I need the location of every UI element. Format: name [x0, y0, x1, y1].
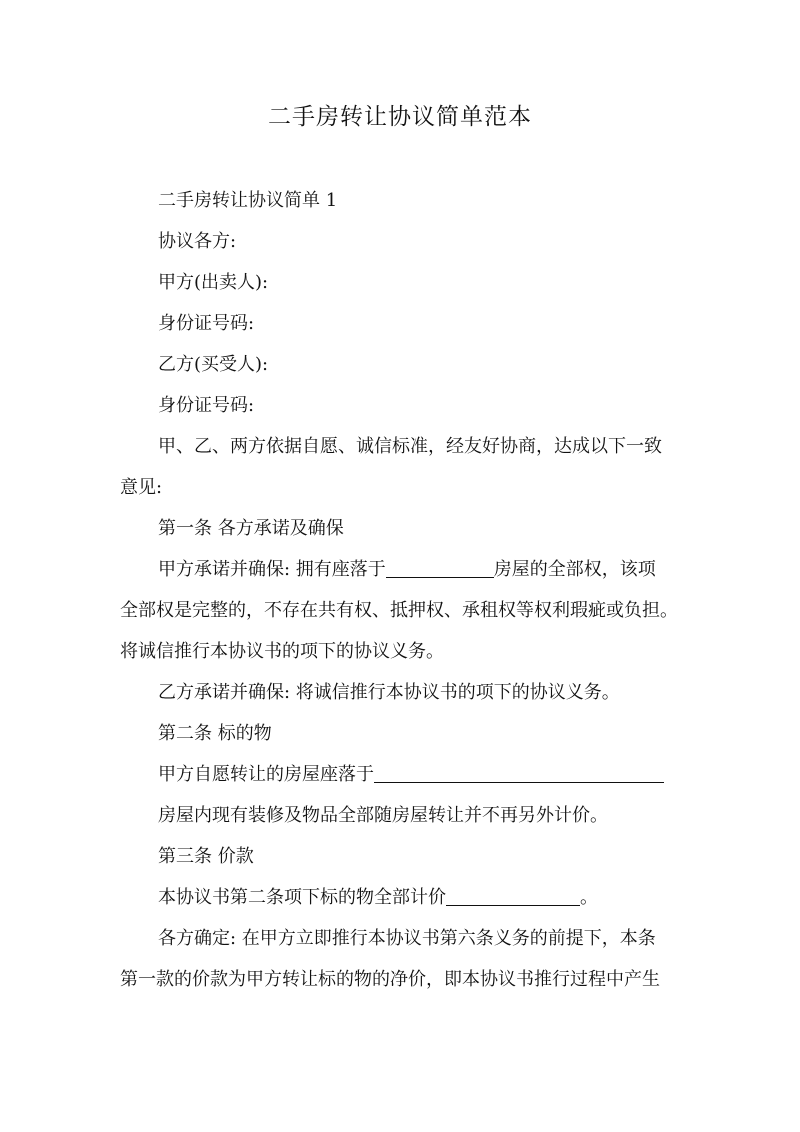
price-blank — [446, 887, 580, 906]
preamble-line-2: 意见: — [120, 477, 163, 498]
party-b-label: 乙方(买受人): — [158, 354, 269, 375]
article-3-text-a: 本协议书第二条项下标的物全部计价 — [158, 887, 446, 908]
article-3-para-1 — [120, 885, 690, 926]
document-body — [120, 188, 690, 1008]
article-2-heading: 第二条 标的物 — [158, 723, 272, 744]
party-a-id-label: 身份证号码: — [158, 313, 255, 334]
article-1-para-1-line-1 — [120, 557, 690, 598]
article-1-para-2: 乙方承诺并确保: 将诚信推行本协议书的项下的协议义务。 — [158, 682, 620, 703]
article-1-para-1-line-2: 全部权是完整的，不存在共有权、抵押权、承租权等权利瑕疵或负担。 — [120, 600, 678, 621]
party-a-label: 甲方(出卖人): — [158, 272, 269, 293]
property-location-blank — [374, 764, 664, 783]
article-1-text-a: 甲方承诺并确保: 拥有座落于 — [158, 559, 386, 580]
article-3-para-2-line-1: 各方确定: 在甲方立即推行本协议书第六条义务的前提下，本条 — [158, 928, 656, 949]
article-3-text-b: 。 — [580, 887, 598, 908]
article-3-heading: 第三条 价款 — [158, 846, 254, 867]
article-1-text-b: 房屋的全部权，该项 — [493, 559, 656, 580]
parties-label: 协议各方: — [158, 231, 237, 252]
article-3-para-2-line-2: 第一款的价款为甲方转让标的物的净价，即本协议书推行过程中产生 — [120, 969, 660, 990]
article-2-para-2: 房屋内现有装修及物品全部随房屋转让并不再另外计价。 — [158, 805, 608, 826]
preamble-line-1: 甲、乙、两方依据自愿、诚信标准，经友好协商，达成以下一致 — [158, 436, 662, 457]
article-2-text: 甲方自愿转让的房屋座落于 — [158, 764, 374, 785]
heading-agreement-1: 二手房转让协议简单 1 — [158, 190, 338, 211]
article-2-para-1 — [120, 762, 690, 803]
article-1-para-1-line-3: 将诚信推行本协议书的项下的协议义务。 — [120, 641, 444, 662]
document-title: 二手房转让协议简单范本 — [268, 104, 532, 130]
location-blank — [386, 559, 494, 578]
party-b-id-label: 身份证号码: — [158, 395, 255, 416]
article-1-heading: 第一条 各方承诺及确保 — [158, 518, 344, 539]
